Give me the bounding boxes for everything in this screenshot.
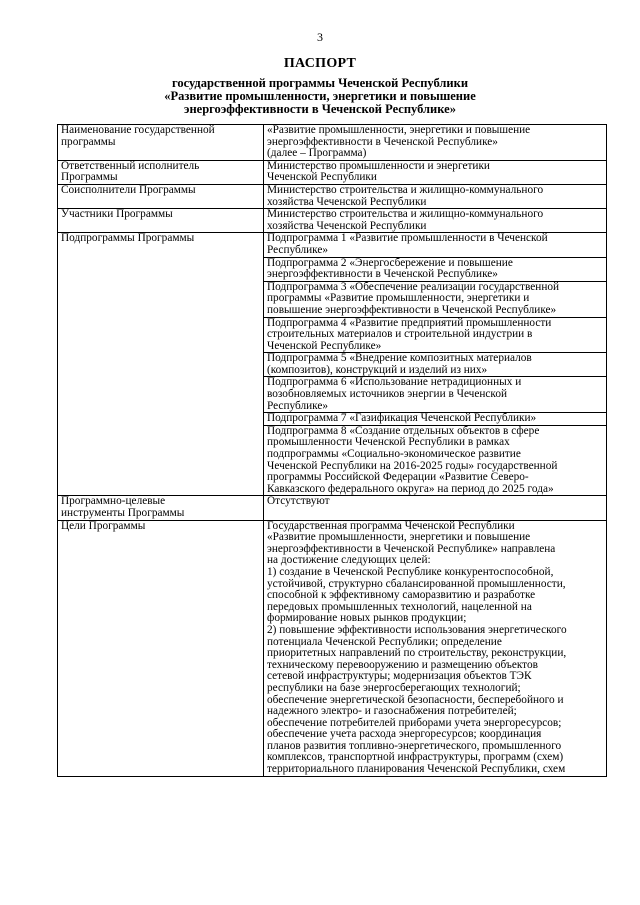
subprogram-item [264, 412, 606, 425]
table-row-executor [58, 160, 607, 184]
value-line: Министерство строительства и жилищно-коммунального [267, 208, 544, 221]
value-line: Чеченской Республики на 2016-2025 годы» государственной [267, 459, 558, 472]
value-line: строительных материалов и строительной индустрии в [267, 328, 533, 341]
value-line: (далее – Программа) [267, 147, 367, 160]
value-line: Подпрограмма 2 «Энергосбережение и повышение [267, 256, 513, 269]
value-line: возобновляемых источников энергии в Чеченской [267, 388, 508, 401]
label-line: инструменты Программы [61, 507, 185, 519]
subprogram-item [264, 233, 606, 256]
value-line: обеспечение энергетической безопасности, бесперебойного и [267, 693, 564, 706]
value-line: Республике» [267, 399, 329, 412]
subprogram-item [264, 352, 606, 376]
label-line: Цели Программы [61, 519, 146, 532]
value-line: устойчивой, структурно сбалансированной промышленности, [267, 577, 566, 590]
value-line: (композитов), конструкций и изделий из них» [267, 363, 488, 376]
value-line: планов развития топливно-энергетического, промышленного [267, 739, 562, 752]
value-line: «Развитие промышленности, энергетики и повышение [267, 124, 531, 136]
value-line: Министерство строительства и жилищно-коммунального [267, 183, 544, 196]
subprogram-item [264, 317, 606, 353]
value-line: Республике» [267, 243, 329, 256]
value-line: «Развитие промышленности, энергетики и повышение [267, 531, 531, 544]
table-row-goals [58, 520, 607, 776]
value-line: республики на базе энергосберегающих технологий; [267, 681, 521, 694]
value-line: способной к эффективному саморазвитию и разработке [267, 589, 536, 602]
value-line: Подпрограмма 4 «Развитие предприятий промышленности [267, 316, 552, 329]
value-line: энергоэффективности в Чеченской Республике» направлена [267, 542, 556, 555]
value-line: потенциала Чеченской Республики; определение [267, 635, 502, 648]
value-line: хозяйства Чеченской Республики [267, 219, 427, 232]
value-line: комплексов, транспортной инфраструктуры, программ (схем) [267, 751, 564, 764]
value-line: надежного электро- и газоснабжения потребителей; [267, 705, 517, 718]
value-line: энергоэффективности в Чеченской Республике» [267, 268, 498, 281]
value-line: Подпрограмма 1 «Развитие промышленности в Чеченской [267, 232, 548, 245]
value-line: Подпрограмма 8 «Создание отдельных объектов в сфере [267, 424, 540, 437]
value-line: 2) повышение эффективности использования энергетического [267, 623, 567, 636]
label-line: Ответственный исполнитель [61, 159, 200, 172]
row-label [58, 160, 264, 184]
value-line: сетевой инфраструктуры; модернизация объектов ТЭК [267, 670, 532, 683]
row-label [58, 233, 264, 496]
value-line: подпрограммы «Социально-экономическое развитие [267, 448, 521, 461]
label-line: Программно-целевые [61, 495, 166, 508]
row-value [264, 125, 607, 161]
passport-table [57, 124, 607, 777]
table-row-participants [58, 209, 607, 233]
table-row-coexecutors [58, 184, 607, 208]
row-value [264, 520, 607, 776]
value-line: энергоэффективности в Чеченской Республике» [267, 135, 498, 148]
row-value [264, 160, 607, 184]
value-line: приоритетных направлений по строительству, реконструкции, [267, 647, 567, 660]
subtitle-line: энергоэффективности в Чеченской Республике» [184, 102, 456, 116]
label-line: Участники Программы [61, 208, 173, 221]
row-label [58, 520, 264, 776]
document-subtitle [60, 77, 580, 116]
subprogram-item [264, 376, 606, 412]
value-line: Кавказского федерального округа» на период до 2025 года» [267, 482, 554, 495]
value-line: промышленности Чеченской Республики в рамках [267, 436, 510, 449]
value-line: программы Российской Федерации «Развитие Северо- [267, 471, 529, 484]
value-line: 1) создание в Чеченской Республике конкурентоспособной, [267, 565, 554, 578]
value-line: техническому перевооружению и размещению объектов [267, 658, 538, 671]
label-line: Соисполнители Программы [61, 183, 196, 196]
value-line: территориального планирования Чеченской Республики, схем [267, 763, 566, 776]
row-label [58, 125, 264, 161]
value-line: Подпрограмма 3 «Обеспечение реализации государственной [267, 280, 560, 293]
table-row-subprograms [58, 233, 607, 496]
subtitle-line: государственной программы Чеченской Республики [171, 76, 469, 90]
row-label [58, 184, 264, 208]
subprogram-item [264, 281, 606, 317]
subprogram-item [264, 425, 606, 496]
value-line: Государственная программа Чеченской Республики [267, 519, 515, 532]
value-line: передовых промышленных технологий, нацеленной на [267, 600, 532, 613]
value-line: на достижение следующих целей: [267, 554, 431, 567]
value-line: обеспечение потребителей приборами учета энергоресурсов; [267, 716, 562, 729]
page-number: 3 [317, 30, 323, 44]
row-value [264, 496, 607, 520]
value-line: Министерство промышленности и энергетики [267, 159, 490, 172]
value-line: формирование новых рынков продукции; [267, 612, 467, 625]
row-label [58, 496, 264, 520]
row-label [58, 209, 264, 233]
label-line: Наименование государственной [61, 124, 215, 136]
label-line: Программы [61, 171, 118, 184]
table-row-instruments [58, 496, 607, 520]
value-line: Подпрограмма 6 «Использование нетрадиционных и [267, 376, 522, 389]
table-row-name [58, 125, 607, 161]
value-line: повышение энергоэффективности в Чеченской Республике» [267, 303, 557, 316]
row-value [264, 209, 607, 233]
value-line: Отсутствуют [267, 495, 330, 508]
value-line: Подпрограмма 5 «Внедрение композитных материалов [267, 352, 532, 365]
subprogram-list [264, 233, 607, 496]
value-line: программы «Развитие промышленности, энергетики и [267, 292, 530, 305]
label-line: программы [61, 135, 116, 148]
value-line: хозяйства Чеченской Республики [267, 195, 427, 208]
value-line: Чеченской Республики [267, 171, 377, 184]
value-line: Подпрограмма 7 «Газификация Чеченской Республики» [267, 412, 537, 425]
value-line: Чеченской Республике» [267, 339, 382, 352]
value-line: обеспечение учета расхода энергоресурсов; координация [267, 728, 542, 741]
subprogram-item [264, 257, 606, 281]
row-value [264, 184, 607, 208]
subtitle-line: «Развитие промышленности, энергетики и повышение [164, 89, 476, 103]
label-line: Подпрограммы Программы [61, 232, 195, 245]
document-title: ПАСПОРТ [283, 56, 357, 71]
